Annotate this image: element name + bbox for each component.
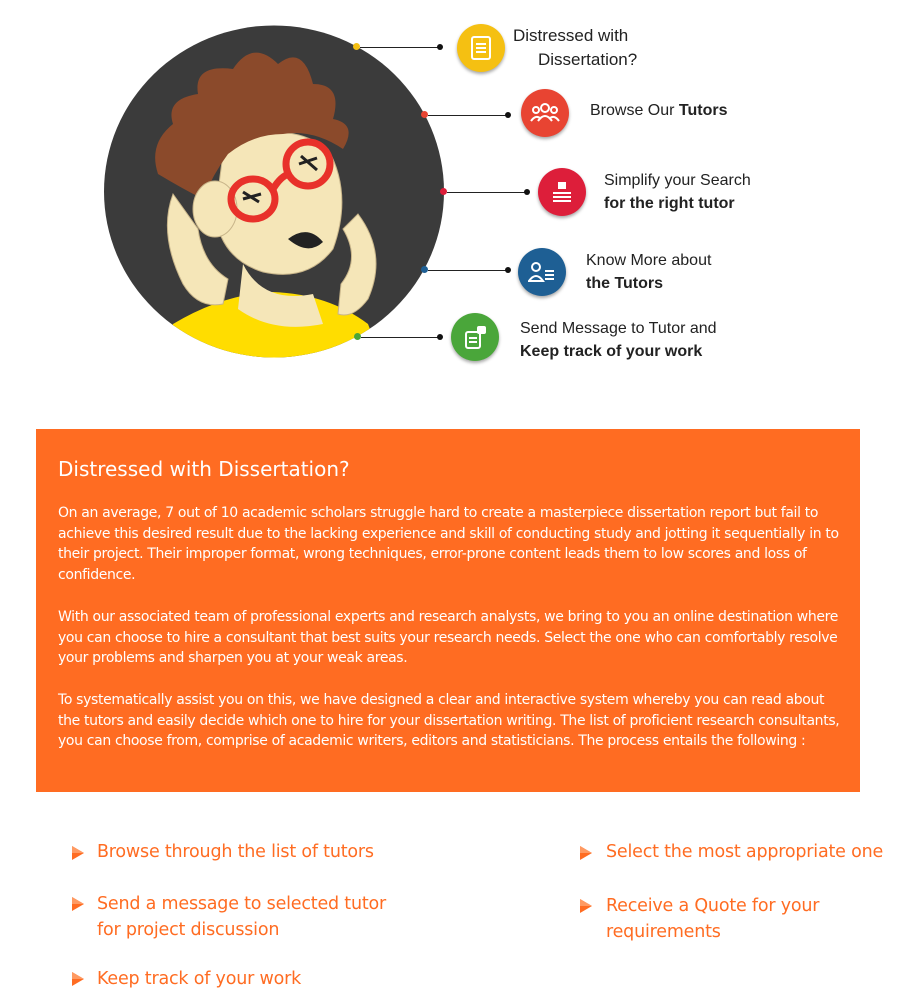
arrow-right-icon (580, 846, 592, 860)
people-icon (530, 101, 560, 125)
panel-title: Distressed with Dissertation? (58, 457, 350, 481)
step-know-more-label (586, 249, 711, 295)
panel-paragraph: On an average, 7 out of 10 academic scholars struggle hard to create a masterpiece dissertation report but fail to achieve this desired result due to the lacking experience and skill of conducting study and jotting it sequentially in to their project. Their improper format, wrong techniques, error-prone content leads them to low scores and loss of confidence. (58, 505, 839, 584)
process-item-text: Send a message to selected tutor (97, 894, 387, 914)
process-item-text: Select the most appropriate one (606, 842, 884, 862)
process-item-select (606, 839, 883, 865)
intro-panel (36, 429, 860, 792)
step-dissertation-icon (457, 24, 505, 72)
arrow-right-icon (72, 897, 84, 911)
connector-end-dot (437, 334, 443, 340)
process-item-message (97, 891, 386, 943)
connector-line (360, 47, 440, 48)
connector-end-dot (505, 112, 511, 118)
step-line: Send Message to Tutor and (520, 320, 717, 337)
process-item-text: for project discussion (97, 920, 280, 940)
step-search-label (604, 169, 751, 215)
step-browse-label (590, 99, 728, 122)
connector-start-dot (421, 111, 428, 118)
panel-paragraph: With our associated team of professional experts and research analysts, we bring to you an online destination where you can choose to hire a consultant that best suits your research needs. Select the one who can comfortably resolve your problems and sharpen you at your weak areas. (58, 608, 838, 667)
panel-paragraph: To systematically assist you on this, we have designed a clear and interactive system whereby you can read about the tutors and easily decide which one to hire for your dissertation writing. The list of proficient research consultants, you can choose from, comprise of academic writers, editors and statisticians. The process entails the following : (58, 691, 840, 750)
step-search-icon (538, 168, 586, 216)
step-line-bold: Tutors (678, 102, 728, 119)
arrow-right-icon (72, 846, 84, 860)
connector-end-dot (437, 44, 443, 50)
step-line: Dissertation? (538, 50, 638, 69)
process-item-quote (606, 893, 819, 945)
process-item-text: requirements (606, 922, 721, 942)
connector-end-dot (505, 267, 511, 273)
connector-start-dot (354, 333, 361, 340)
document-icon (470, 35, 492, 61)
connector-line (428, 270, 508, 271)
step-line: Know More about (586, 252, 712, 269)
arrow-right-icon (580, 899, 592, 913)
connector-end-dot (524, 189, 530, 195)
process-item-text: Browse through the list of tutors (97, 842, 374, 862)
step-browse-icon (521, 89, 569, 137)
search-list-icon (551, 180, 573, 204)
step-message-label (520, 317, 717, 363)
step-line-bold: the Tutors (586, 275, 664, 292)
step-know-more-icon (518, 248, 566, 296)
step-line-bold: Keep track of your work (520, 343, 703, 360)
message-device-icon (462, 324, 488, 350)
profile-card-icon (528, 261, 556, 283)
connector-line (447, 192, 527, 193)
connector-start-dot (421, 266, 428, 273)
process-item-text: Receive a Quote for your (606, 896, 820, 916)
step-line: Browse Our (590, 102, 679, 119)
process-item-text: Keep track of your work (97, 969, 301, 989)
step-line-bold: for the right tutor (604, 195, 735, 212)
step-message-icon (451, 313, 499, 361)
step-line: Distressed with (513, 26, 629, 45)
infographic (0, 0, 900, 400)
connector-start-dot (353, 43, 360, 50)
process-item-browse (97, 839, 374, 865)
connector-line (361, 337, 441, 338)
connector-line (428, 115, 508, 116)
step-dissertation-label (513, 24, 637, 72)
step-line: Simplify your Search (604, 172, 751, 189)
arrow-right-icon (72, 972, 84, 986)
connector-start-dot (440, 188, 447, 195)
process-item-track (97, 966, 301, 992)
frustrated-student-illustration (103, 24, 445, 359)
